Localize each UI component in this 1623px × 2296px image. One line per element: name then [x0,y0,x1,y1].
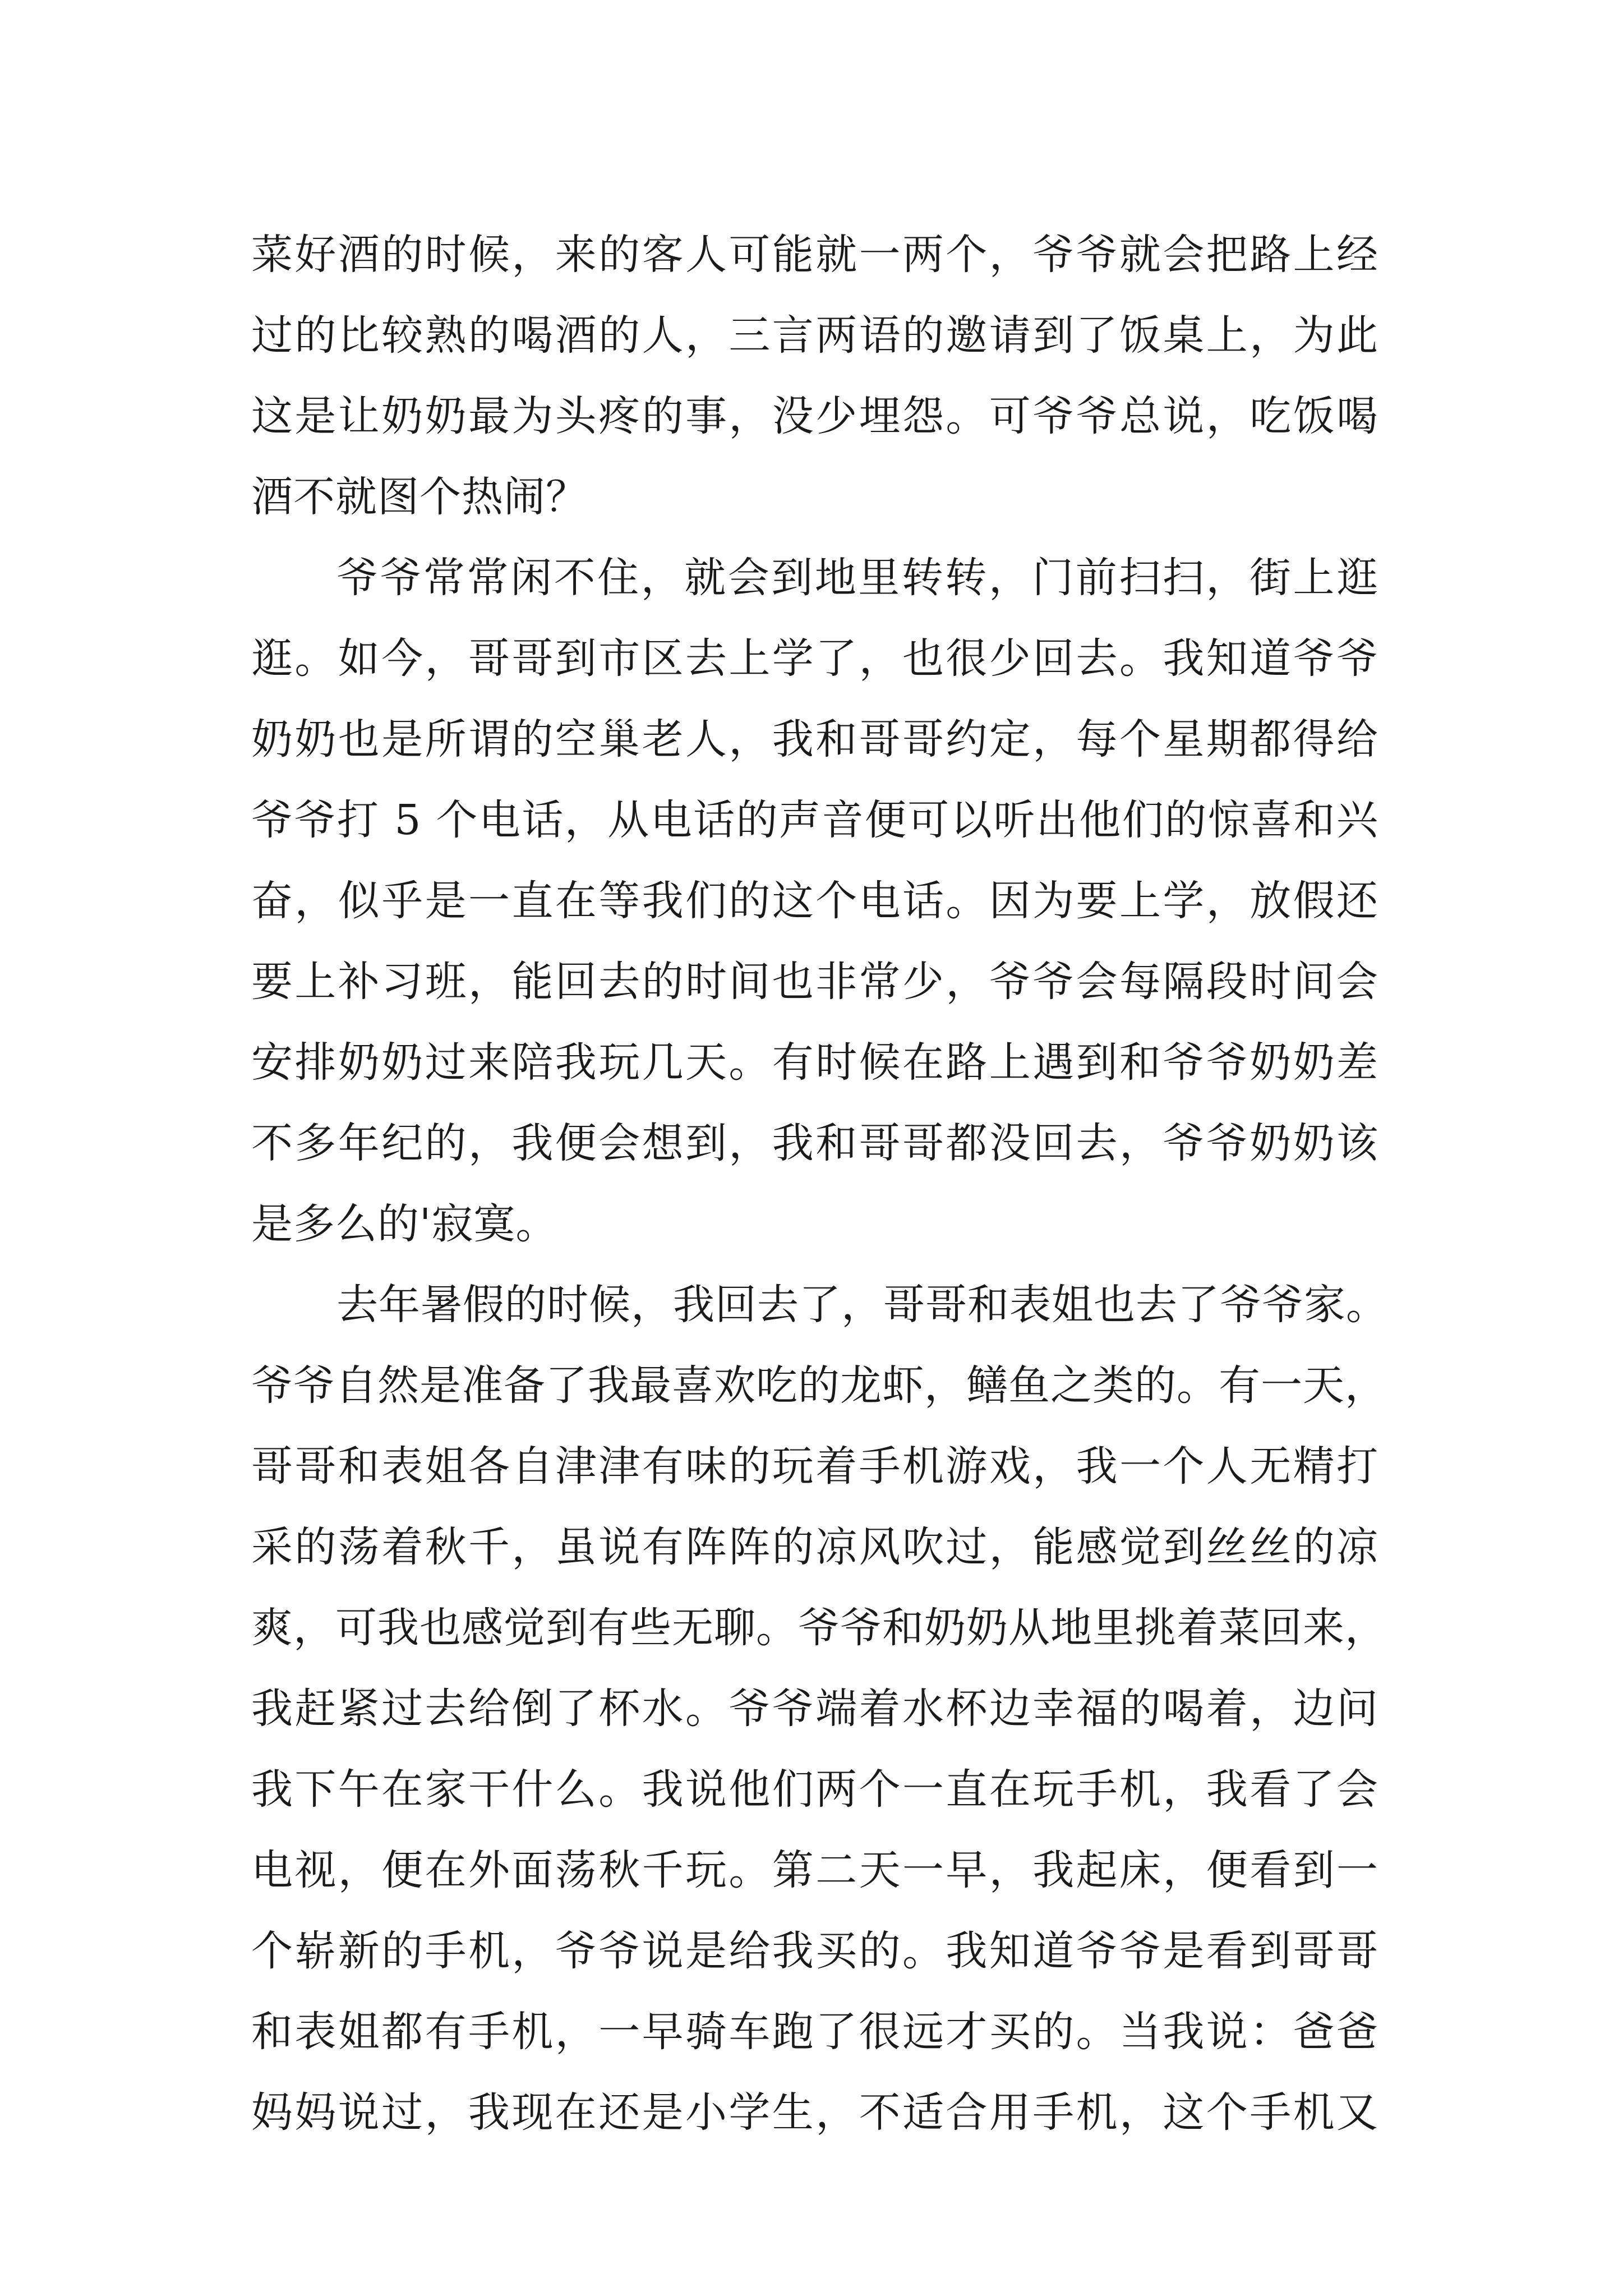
text-line: 不多年纪的，我便会想到，我和哥哥都没回去，爷爷奶奶该 [251,1119,1378,1167]
text-line: 菜好酒的时候，来的客人可能就一两个，爷爷就会把路上经 [251,231,1378,279]
text-line: 安排奶奶过来陪我玩几天。有时候在路上遇到和爷爷奶奶差 [251,1038,1378,1087]
text-line: 去年暑假的时候，我回去了，哥哥和表姐也去了爷爷家。 [336,1281,1388,1329]
text-line: 电视，便在外面荡秋千玩。第二天一早，我起床，便看到一 [251,1846,1378,1894]
text-line: 个崭新的手机，爷爷说是给我买的。我知道爷爷是看到哥哥 [251,1927,1378,1975]
text-line: 采的荡着秋千，虽说有阵阵的凉风吹过，能感觉到丝丝的凉 [251,1523,1378,1571]
text-line: 奶奶也是所谓的空巢老人，我和哥哥约定，每个星期都得给 [251,715,1378,763]
text-line: 奋，似乎是一直在等我们的这个电话。因为要上学，放假还 [251,877,1378,925]
text-line: 爷爷打 5 个电话，从电话的声音便可以听出他们的惊喜和兴 [251,796,1378,844]
text-line: 逛。如今，哥哥到市区去上学了，也很少回去。我知道爷爷 [251,634,1378,683]
text-line: 要上补习班，能回去的时间也非常少，爷爷会每隔段时间会 [251,958,1378,1006]
text-line: 这是让奶奶最为头疼的事，没少埋怨。可爷爷总说，吃饭喝 [251,392,1378,440]
text-line: 哥哥和表姐各自津津有味的玩着手机游戏，我一个人无精打 [251,1442,1378,1490]
text-line: 我赶紧过去给倒了杯水。爷爷端着水杯边幸福的喝着，边问 [251,1685,1378,1733]
text-line: 妈妈说过，我现在还是小学生，不适合用手机，这个手机又 [251,2088,1378,2137]
body-text [251,214,1388,2153]
text-line: 爷爷常常闲不住，就会到地里转转，门前扫扫，街上逛 [336,554,1378,602]
text-line: 是多么的'寂寞。 [251,1200,558,1248]
text-line: 和表姐都有手机，一早骑车跑了很远才买的。当我说：爸爸 [251,2008,1378,2056]
text-line: 爷爷自然是准备了我最喜欢吃的龙虾，鳝鱼之类的。有一天， [251,1361,1387,1410]
text-line: 爽，可我也感觉到有些无聊。爷爷和奶奶从地里挑着菜回来， [251,1604,1387,1652]
text-line: 酒不就图个热闹？ [251,473,588,521]
text-line: 过的比较熟的喝酒的人，三言两语的邀请到了饭桌上，为此 [251,311,1378,360]
text-line: 我下午在家干什么。我说他们两个一直在玩手机，我看了会 [251,1765,1378,1814]
